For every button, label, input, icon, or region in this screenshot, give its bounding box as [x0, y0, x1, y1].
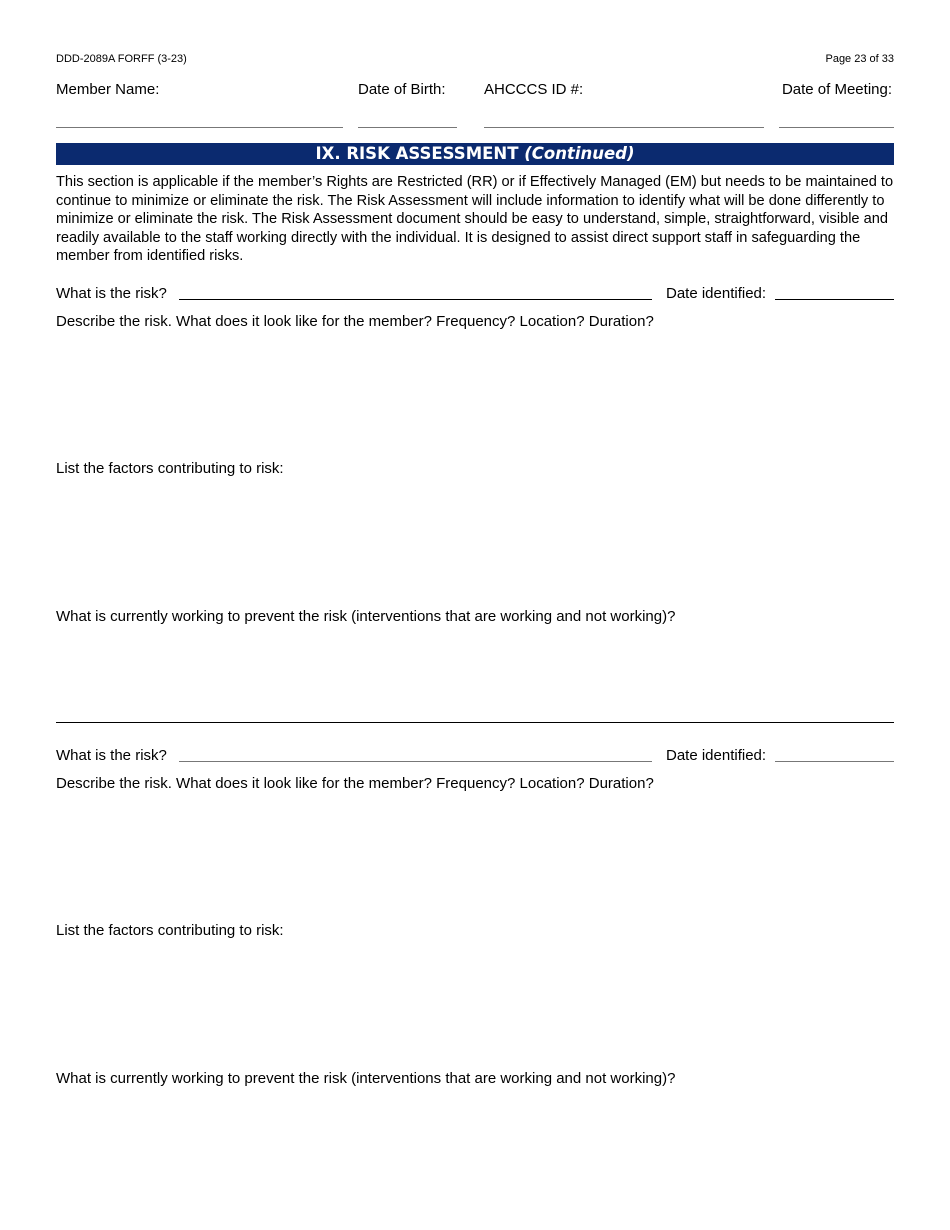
risk-2-factors-label: List the factors contributing to risk:: [56, 922, 284, 939]
ahcccs-id-label: AHCCCS ID #:: [484, 81, 584, 98]
date-of-birth-label: Date of Birth:: [358, 81, 446, 98]
risk-2-date-field[interactable]: [775, 745, 894, 762]
block-divider: [56, 722, 894, 723]
date-of-meeting-field[interactable]: [779, 111, 894, 128]
risk-1-date-field[interactable]: [775, 283, 894, 300]
risk-1-field[interactable]: [179, 283, 652, 300]
risk-1-label: What is the risk?: [56, 285, 167, 302]
risk-1-factors-area[interactable]: [56, 481, 898, 605]
risk-1-describe-area[interactable]: [56, 334, 898, 456]
section-intro: This section is applicable if the member’s Rights are Restricted (RR) or if Effectively Managed (EM) but needs to be maintained to continue to minimize or eliminate the risk. The Risk Assessment will include information to identify what will be done differently to minimize or eliminate the risk. The Risk Assessment document should be easy to understand, simple, straightforward, visible and readily available to the staff working directly with the individual. It is designed to assist direct support staff in safeguarding the member from identified risks.: [56, 174, 894, 264]
form-id: DDD-2089A FORFF (3-23): [56, 53, 187, 65]
risk-2-field[interactable]: [179, 745, 652, 762]
risk-2-factors-area[interactable]: [56, 943, 898, 1067]
date-of-meeting-label: Date of Meeting:: [781, 81, 892, 98]
risk-2-describe-area[interactable]: [56, 796, 898, 918]
risk-2-working-area[interactable]: [56, 1092, 898, 1206]
page-number: Page 23 of 33: [825, 53, 894, 65]
date-of-birth-field[interactable]: [358, 111, 457, 128]
risk-1-working-area[interactable]: [56, 630, 898, 720]
section-title-suffix: (Continued): [524, 144, 635, 163]
ahcccs-id-field[interactable]: [484, 111, 764, 128]
risk-2-working-label: What is currently working to prevent the risk (interventions that are working and not working)?: [56, 1070, 676, 1087]
risk-1-describe-label: Describe the risk. What does it look like for the member? Frequency? Location? Duration?: [56, 313, 654, 330]
risk-2-date-label: Date identified:: [666, 747, 767, 764]
member-name-field[interactable]: [56, 111, 343, 128]
risk-1-working-label: What is currently working to prevent the risk (interventions that are working and not working)?: [56, 608, 676, 625]
risk-1-factors-label: List the factors contributing to risk:: [56, 460, 284, 477]
member-name-label: Member Name:: [56, 81, 160, 98]
risk-2-describe-label: Describe the risk. What does it look like for the member? Frequency? Location? Duration?: [56, 775, 654, 792]
risk-1-date-label: Date identified:: [666, 285, 767, 302]
risk-2-label: What is the risk?: [56, 747, 167, 764]
section-title: IX. RISK ASSESSMENT: [315, 144, 519, 163]
section-banner: [56, 143, 894, 165]
